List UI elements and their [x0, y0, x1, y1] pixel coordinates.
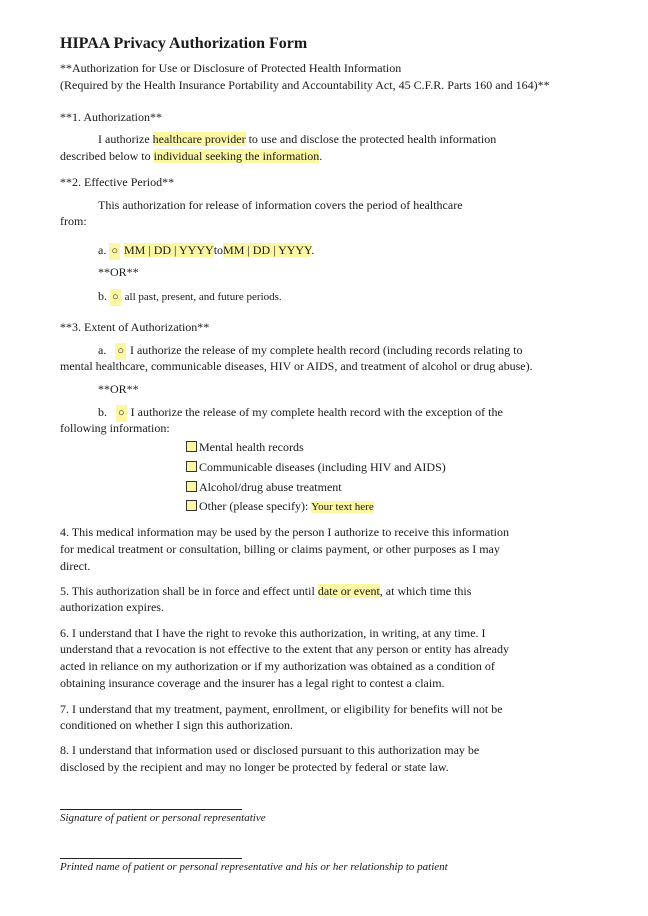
extent-b-label: b.: [98, 405, 107, 419]
paragraph-7-line-1: 7. I understand that my treatment, payment, enrollment, or eligibility for benefits will not be: [60, 702, 503, 716]
section-2-line-2: from:: [60, 214, 87, 228]
extent-a-radio[interactable]: ○: [115, 343, 126, 360]
paragraph-8-line-2: disclosed by the recipient and may no longer be protected by federal or state law.: [60, 760, 449, 774]
date-to-field[interactable]: MM | DD | YYYY: [223, 243, 312, 257]
extent-b-text: I authorize the release of my complete health record with the exception of the: [130, 405, 503, 419]
extent-b-radio[interactable]: ○: [116, 405, 127, 422]
section-1-text-2: to use and disclose the protected health information: [245, 132, 497, 146]
extent-b-line-2: following information:: [60, 421, 170, 435]
recipient-field[interactable]: individual seeking the information: [153, 149, 320, 163]
paragraph-5-text-2: , at which time this: [379, 584, 472, 598]
section-1-text: I authorize: [98, 132, 153, 146]
extent-a-label: a.: [98, 343, 107, 357]
paragraph-6-line-2: understand that a revocation is not effective to the extent that any person or entity has already: [60, 642, 509, 656]
option-b-text: all past, present, and future periods.: [124, 291, 282, 303]
paragraph-4-line-2: for medical treatment or consultation, billing or claims payment, or other purposes as I may: [60, 542, 500, 556]
checkbox-icon[interactable]: [186, 500, 197, 511]
paragraph-6-line-1: 6. I understand that I have the right to revoke this authorization, in writing, at any time. I: [60, 626, 486, 640]
paragraph-4-line-3: direct.: [60, 559, 91, 573]
section-1-text-3: described below to: [60, 149, 154, 163]
paragraph-5-line-2: authorization expires.: [60, 600, 164, 614]
section-1-period: .: [319, 149, 323, 163]
checkbox-icon[interactable]: [186, 461, 197, 472]
extent-a-text: I authorize the release of my complete health record (including records relating to: [129, 343, 523, 357]
paragraph-5-text: 5. This authorization shall be in force and effect until: [60, 584, 318, 598]
option-a-row: [98, 242, 314, 260]
option-b-radio[interactable]: ○: [110, 289, 121, 306]
section-3-heading: **3. Extent of Authorization**: [60, 320, 210, 334]
printed-name-line[interactable]: [60, 858, 242, 859]
subtitle-line-1: **Authorization for Use or Disclosure of Protected Health Information: [60, 61, 402, 75]
date-to-label: to: [213, 243, 224, 257]
exception-item[interactable]: [186, 498, 374, 516]
option-b-row: [98, 288, 282, 306]
paragraph-5-line-1: [60, 583, 471, 600]
section-2-line-1: This authorization for release of information covers the period of healthcare: [98, 198, 463, 212]
page-title: HIPAA Privacy Authorization Form: [60, 35, 308, 52]
section-1-line-2: [60, 148, 322, 165]
paragraph-6-line-3: acted in reliance on my authorization or if my authorization was obtained as a condition of: [60, 659, 495, 673]
exception-item[interactable]: [186, 459, 446, 476]
option-a-radio[interactable]: ○: [109, 243, 120, 260]
section-2-heading: **2. Effective Period**: [60, 175, 175, 189]
option-a-label: a.: [98, 243, 107, 257]
exception-label: Communicable diseases (including HIV and AIDS): [199, 460, 446, 474]
date-period: .: [311, 243, 315, 257]
checkbox-icon[interactable]: [186, 441, 197, 452]
expiration-field[interactable]: date or event: [317, 584, 380, 598]
paragraph-4-line-1: 4. This medical information may be used by the person I authorize to receive this information: [60, 525, 509, 539]
or-separator-1: **OR**: [98, 265, 139, 279]
printed-name-caption: Printed name of patient or personal representative and his or her relationship to patient: [60, 861, 448, 873]
or-separator-2: **OR**: [98, 382, 139, 396]
paragraph-6-line-4: obtaining insurance coverage and the insurer has a legal right to contest a claim.: [60, 676, 445, 690]
signature-line[interactable]: [60, 809, 242, 810]
extent-a-line-2: mental healthcare, communicable diseases, HIV or AIDS, and treatment of alcohol or drug abuse).: [60, 359, 533, 373]
exception-label: Alcohol/drug abuse treatment: [199, 480, 342, 494]
exception-label: Mental health records: [199, 440, 304, 454]
date-from-field[interactable]: MM | DD | YYYY: [123, 243, 214, 257]
exception-item[interactable]: [186, 479, 342, 496]
paragraph-8-line-1: 8. I understand that information used or disclosed pursuant to this authorization may be: [60, 743, 480, 757]
healthcare-provider-field[interactable]: healthcare provider: [152, 132, 246, 146]
section-1-heading: **1. Authorization**: [60, 110, 162, 124]
section-1-line-1: [98, 131, 496, 148]
exception-item[interactable]: [186, 439, 304, 456]
other-specify-field[interactable]: Your text here: [311, 501, 374, 513]
signature-caption: Signature of patient or personal representative: [60, 812, 266, 824]
exception-label: Other (please specify):: [199, 499, 312, 513]
option-b-label: b.: [98, 289, 107, 303]
subtitle-line-2: (Required by the Health Insurance Portability and Accountability Act, 45 C.F.R. Parts 160 and 164)**: [60, 78, 550, 92]
paragraph-7-line-2: conditioned on whether I sign this authorization.: [60, 718, 293, 732]
checkbox-icon[interactable]: [186, 481, 197, 492]
